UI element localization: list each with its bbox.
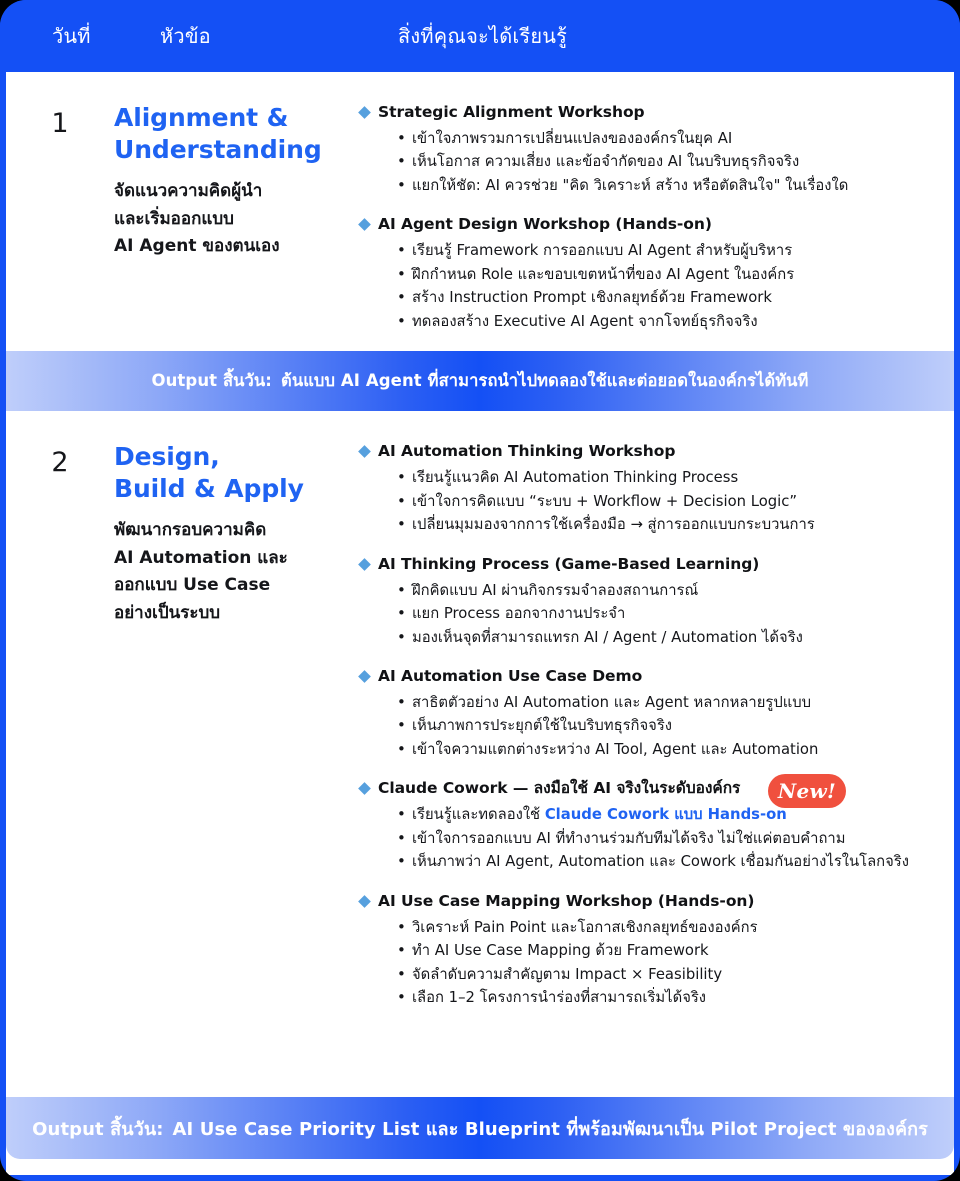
day-topic-subtitle-line: AI Automation และ [114,547,288,568]
module-item-list [360,580,954,649]
output-text [151,368,808,394]
day-topic-cell [114,102,352,337]
day-row [6,411,954,1019]
day-topic-subtitle-line: AI Agent ของตนเอง [114,236,280,257]
bottom-output-banner-wrap [6,1097,954,1175]
list-item: • ทดลองสร้าง Executive AI Agent จากโจทย์ธุรกิจจริง [397,311,954,333]
module-title: Claude Cowork — ลงมือใช้ AI จริงในระดับองค์กร [378,779,741,798]
module [360,891,954,1010]
module-title: AI Use Case Mapping Workshop (Hands-on) [378,891,755,910]
output-value: AI Use Case Priority List และ Blueprint ที่พร้อมพัฒนาเป็น Pilot Project ขององค์กร [172,1118,928,1140]
day-topic-subtitle-line: จัดแนวความคิดผู้นำ [114,181,263,201]
day-topic-title [114,102,340,166]
module-header [360,554,954,575]
module-header [360,441,954,462]
output-banner [6,351,954,411]
module-item-list [360,128,954,197]
list-item [397,804,954,826]
diamond-bullet-icon [358,670,371,683]
new-badge: New! [768,774,846,808]
list-item: • ฝึกคิดแบบ AI ผ่านกิจกรรมจำลองสถานการณ์ [397,580,954,602]
list-item: • ทำ AI Use Case Mapping ด้วย Framework [397,940,954,962]
list-item: • เข้าใจการคิดแบบ “ระบบ + Workflow + Decision Logic” [397,491,954,513]
list-item: • ฝึกกำหนด Role และขอบเขตหน้าที่ของ AI Agent ในองค์กร [397,264,954,286]
module-title: Strategic Alignment Workshop [378,103,645,121]
module [360,554,954,649]
diamond-bullet-icon [358,219,371,232]
day-topic-title-line: Design, [114,442,220,472]
output-label: Output สิ้นวัน: [32,1118,164,1140]
output-text [32,1114,928,1143]
day-topic-subtitle-line: พัฒนากรอบความคิด [114,520,267,541]
module-header [360,778,954,799]
list-item: • จัดลำดับความสำคัญตาม Impact × Feasibility [397,964,954,986]
diamond-bullet-icon [358,558,371,571]
day-topic-subtitle [114,517,340,627]
list-item: • เปลี่ยนมุมมองจากการใช้เครื่องมือ → สู่การออกแบบกระบวนการ [397,514,954,536]
list-item: • สร้าง Instruction Prompt เชิงกลยุทธ์ด้วย Framework [397,287,954,309]
list-item: • เข้าใจภาพรวมการเปลี่ยนแปลงขององค์กรในยุค AI [397,128,954,150]
list-item: • เห็นภาพการประยุกต์ใช้ในบริบทธุรกิจจริง [397,715,954,737]
day-number: 2 [51,447,69,479]
list-item: • เรียนรู้แนวคิด AI Automation Thinking Process [397,467,954,489]
diamond-bullet-icon [358,445,371,458]
module-item-list [360,804,954,873]
diamond-bullet-icon [358,782,371,795]
module-item-list [360,917,954,1010]
table-header [0,0,960,72]
day-topic-title-line: Alignment & [114,103,289,132]
day-topic-subtitle-line: อย่างเป็นระบบ [114,602,221,623]
day-topic-subtitle-line: ออกแบบ Use Case [114,575,271,596]
day-learn-cell [352,102,954,337]
module-item-list [360,467,954,536]
day-number-cell [6,441,114,1013]
table-body [6,72,954,1175]
list-item: • เข้าใจความแตกต่างระหว่าง AI Tool, Agent และ Automation [397,739,954,761]
list-item: • มองเห็นจุดที่สามารถแทรก AI / Agent / Automation ได้จริง [397,627,954,649]
day-learn-cell [352,441,954,1013]
module [360,214,954,333]
day-topic-title [114,441,340,505]
module [360,102,954,197]
module-header [360,666,954,687]
diamond-bullet-icon [358,895,371,908]
day-number: 1 [51,108,69,139]
list-item: • แยกให้ชัด: AI ควรช่วย "คิด วิเคราะห์ สร้าง หรือตัดสินใจ" ในเรื่องใด [397,175,954,197]
day-number-cell [6,102,114,337]
day-topic-title-line: Understanding [114,135,322,164]
module-header [360,891,954,912]
list-item: • เห็นโอกาส ความเสี่ยง และข้อจำกัดของ AI ในบริบทธุรกิจจริง [397,151,954,173]
module-header [360,102,954,123]
module-item-list [360,240,954,333]
list-item: • เข้าใจการออกแบบ AI ที่ทำงานร่วมกับทีมได้จริง ไม่ใช่แค่ตอบคำถาม [397,828,954,850]
claude-cowork-link[interactable]: Claude Cowork แบบ Hands-on [544,806,787,824]
day-topic-cell [114,441,352,1013]
list-item: • วิเคราะห์ Pain Point และโอกาสเชิงกลยุทธ์ขององค์กร [397,917,954,939]
list-item: • เลือก 1–2 โครงการนำร่องที่สามารถเริ่มได้จริง [397,987,954,1009]
module-title: AI Agent Design Workshop (Hands-on) [378,215,712,234]
output-label: Output สิ้นวัน: [151,371,272,391]
module-title: AI Automation Thinking Workshop [378,442,676,461]
module [360,441,954,536]
module-title: AI Thinking Process (Game-Based Learning) [378,554,760,573]
column-header-learn: สิ่งที่คุณจะได้เรียนรู้ [398,24,568,48]
day-topic-title-line: Build & Apply [114,474,304,504]
list-item: • เห็นภาพว่า AI Agent, Automation และ Cowork เชื่อมกันอย่างไรในโลกจริง [397,851,954,873]
day-topic-subtitle [114,178,340,261]
module-header [360,214,954,235]
output-value: ต้นแบบ AI Agent ที่สามารถนำไปทดลองใช้และต่อยอดในองค์กรได้ทันที [281,371,809,391]
list-item-text: เรียนรู้และทดลองใช้ [412,806,545,824]
column-header-day: วันที่ [52,24,91,48]
module-claude-cowork [360,778,954,873]
module-title: AI Automation Use Case Demo [378,666,643,685]
module [360,666,954,761]
day-row [6,72,954,351]
list-item: • แยก Process ออกจากงานประจำ [397,603,954,625]
list-item: • สาธิตตัวอย่าง AI Automation และ Agent หลากหลายรูปแบบ [397,692,954,714]
list-item: • เรียนรู้ Framework การออกแบบ AI Agent สำหรับผู้บริหาร [397,240,954,262]
output-banner [6,1097,954,1159]
column-header-topic: หัวข้อ [160,24,211,48]
diamond-bullet-icon [358,106,371,119]
module-item-list [360,692,954,761]
day-topic-subtitle-line: และเริ่มออกแบบ [114,208,234,229]
